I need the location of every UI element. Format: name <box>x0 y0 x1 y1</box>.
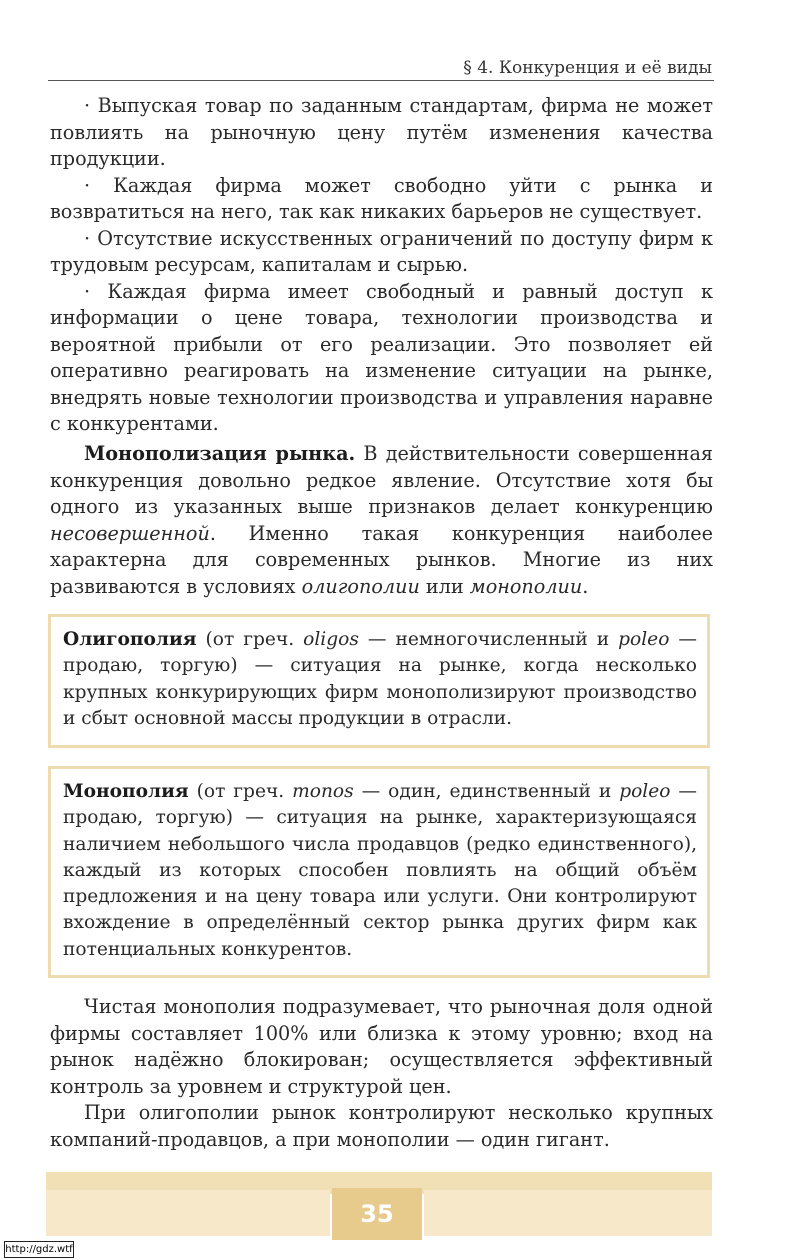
definition-term: Монополия <box>63 781 189 802</box>
paragraph-heading: Монополизация рынка. <box>84 442 356 465</box>
list-item: · Каждая фирма имеет свободный и равный доступ к информации о цене товара, технологии производства и вероятной прибыли от его реализации. Это позволяет ей оперативно реагировать на изменение ситуации на рынке, внедрять новые технологии производства и управления наравне с конкурентами. <box>50 279 713 435</box>
feature-list <box>50 93 713 438</box>
definition-text: — один, единственный и <box>353 781 620 802</box>
page-number: 35 <box>332 1188 422 1240</box>
source-link[interactable]: http://gdz.wtf <box>4 1241 74 1258</box>
definition-text: — продаю, торгую) — ситуация на рынке, характеризующаяся наличием небольшого числа продавцов (редко единственного), каждый из которых способен повлиять на общий объём предложения и на цену товара или услуги. Они контролируют вхождение в определённый сектор рынка других фирм как потенциальных конкурентов. <box>63 781 697 960</box>
greek-word: monos <box>292 781 354 802</box>
footer-decoration-left <box>46 1190 330 1236</box>
header-rule <box>48 80 714 81</box>
list-item: · Отсутствие искусственных ограничений по доступу фирм к трудовым ресурсам, капиталам и сырью. <box>50 226 713 276</box>
closing-paragraphs <box>50 994 713 1153</box>
greek-word: poleo <box>618 629 670 650</box>
footer-decoration-right <box>424 1190 712 1236</box>
running-head: § 4. Конкуренция и её виды <box>463 58 712 78</box>
definition-text: (от греч. <box>188 781 293 802</box>
term-imperfect: несовершенной <box>50 521 210 545</box>
term-monopoly: монополии <box>469 574 583 598</box>
paragraph-text: . <box>582 574 589 598</box>
definition-box-oligopoly <box>48 614 710 748</box>
greek-word: oligos <box>303 629 359 650</box>
term-oligopoly: олигополии <box>301 574 420 598</box>
paragraph-text: В действительности совершенная конкуренция довольно редкое явление. Отсутствие хотя бы одного из указанных выше признаков делает конкуренцию <box>50 442 713 518</box>
list-item: · Каждая фирма может свободно уйти с рынка и возвратиться на него, так как никаких барьеров не существует. <box>50 173 713 223</box>
definition-text: (от греч. <box>196 629 304 650</box>
definition-term: Олигополия <box>63 629 197 650</box>
greek-word: poleo <box>619 781 671 802</box>
paragraph-text: или <box>419 574 470 598</box>
paragraph-text: . Именно такая конкуренция наиболее характерна для современных рынков. Многие из них развиваются в условиях <box>50 521 713 598</box>
paragraph: При олигополии рынок контролируют несколько крупных компаний-продавцов, а при монополии — один гигант. <box>50 1101 713 1151</box>
monopolization-paragraph <box>50 441 713 600</box>
definition-text: — немногочисленный и <box>358 629 619 650</box>
paragraph: Чистая монополия подразумевает, что рыночная доля одной фирмы составляет 100% или близка к этому уровню; вход на рынок надёжно блокирован; осуществляется эффективный контроль за уровнем и структурой цен. <box>50 995 713 1098</box>
definition-box-monopoly <box>48 766 710 978</box>
definition-text: — продаю, торгую) — ситуация на рынке, когда несколько крупных конкурирующих фирм монополизируют производство и сбыт основной массы продукции в отрасли. <box>63 629 697 729</box>
list-item: · Выпуская товар по заданным стандартам, фирма не может повлиять на рыночную цену путём изменения качества продукции. <box>50 94 713 170</box>
